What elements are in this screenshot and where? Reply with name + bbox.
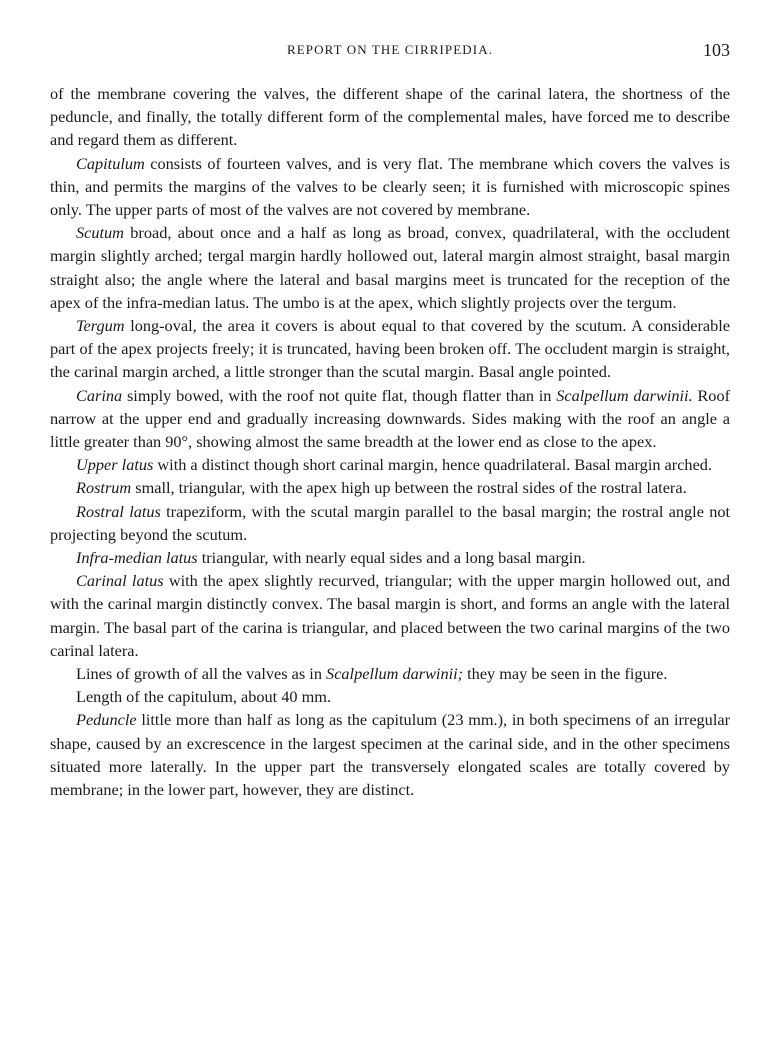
paragraph-text: Lines of growth of all the valves as in	[76, 664, 327, 684]
paragraph-text: Length of the capitulum, about 40 mm.	[76, 687, 332, 707]
paragraph-peduncle	[50, 708, 730, 801]
body-text	[50, 82, 730, 801]
term-peduncle: Peduncle	[76, 710, 137, 730]
paragraph-carinal-latus	[50, 569, 730, 662]
term-carina: Carina	[76, 385, 123, 405]
paragraph-scutum	[50, 221, 730, 314]
paragraph-text: of the membrane covering the valves, the different shape of the carinal latera, the shortness of the peduncle, and finally, the totally different form of the complemental males, have forced me to describe and regard them as different.	[50, 84, 730, 150]
paragraph-infra-median-latus	[50, 546, 730, 569]
term-rostrum: Rostrum	[76, 478, 132, 498]
term-species: Scalpellum darwinii.	[556, 385, 693, 405]
paragraph-rostral-latus	[50, 500, 730, 546]
term-species: Scalpellum darwinii;	[326, 664, 464, 684]
paragraph-upper-latus	[50, 453, 730, 476]
running-title: REPORT ON THE CIRRIPEDIA.	[286, 42, 494, 57]
paragraph-text: with the apex slightly recurved, triangular; with the upper margin hollowed out, and with the carinal margin distinctly convex. The basal margin is short, and forms an angle with the lateral margin. The basal part of the carina is triangular, and placed between the two carinal margins of the two carinal latera.	[50, 571, 730, 660]
term-carinal-latus: Carinal latus	[76, 571, 164, 591]
term-capitulum: Capitulum	[76, 153, 145, 173]
page-number: 103	[703, 40, 730, 60]
paragraph-text: simply bowed, with the roof not quite flat, though flatter than in	[122, 385, 557, 405]
paragraph-carina	[50, 384, 730, 454]
paragraph-text: Roof narrow at the upper end and gradually increasing downwards. Sides making with the roof an angle a little greater than 90°, showing almost the same breadth at the lower end as close to the apex.	[50, 385, 731, 452]
paragraph-lines-of-growth	[50, 662, 730, 685]
paragraph-text: consists of fourteen valves, and is very flat. The membrane which covers the valves is thin, and permits the margins of the valves to be clearly seen; it is furnished with microscopic spines only. The upper parts of most of the valves are not covered by membrane.	[50, 153, 730, 220]
paragraph-rostrum	[50, 476, 730, 499]
term-infra-median-latus: Infra-median latus	[76, 548, 198, 568]
paragraph-length	[50, 685, 730, 708]
paragraph-text: trapeziform, with the scutal margin parallel to the basal margin; the rostral angle not projecting beyond the scutum.	[50, 501, 730, 544]
paragraph-text: broad, about once and a half as long as broad, convex, quadrilateral, with the occludent margin slightly arched; tergal margin hardly hollowed out, lateral margin almost straight, basal margin straight also; the angle where the lateral and basal margins meet is truncated for the reception of the apex of the infra-median latus. The umbo is at the apex, which slightly projects over the tergum.	[50, 223, 730, 312]
paragraph-capitulum	[50, 152, 730, 222]
page-header	[50, 40, 730, 64]
term-scutum: Scutum	[76, 223, 124, 243]
paragraph-tergum	[50, 314, 730, 384]
term-upper-latus: Upper latus	[76, 455, 154, 475]
paragraph-text: with a distinct though short carinal margin, hence quadrilateral. Basal margin arched.	[153, 455, 713, 475]
term-rostral-latus: Rostral latus	[76, 501, 161, 521]
paragraph-text: small, triangular, with the apex high up between the rostral sides of the rostral latera.	[131, 478, 687, 498]
paragraph-text: long-oval, the area it covers is about equal to that covered by the scutum. A considerable part of the apex projects freely; it is truncated, having been broken off. The occludent margin is straight, the carinal margin arched, a little stronger than the scutal margin. Basal angle pointed.	[50, 316, 730, 382]
paragraph	[50, 82, 730, 152]
paragraph-text: they may be seen in the figure.	[463, 664, 668, 684]
paragraph-text: little more than half as long as the capitulum (23 mm.), in both specimens of an irregular shape, caused by an excrescence in the largest specimen at the carinal side, and in the other specimens situated more laterally. In the upper part the transversely elongated scales are totally covered by membrane; in the lower part, however, they are distinct.	[50, 710, 730, 800]
term-tergum: Tergum	[76, 316, 125, 336]
paragraph-text: triangular, with nearly equal sides and a long basal margin.	[197, 548, 586, 568]
